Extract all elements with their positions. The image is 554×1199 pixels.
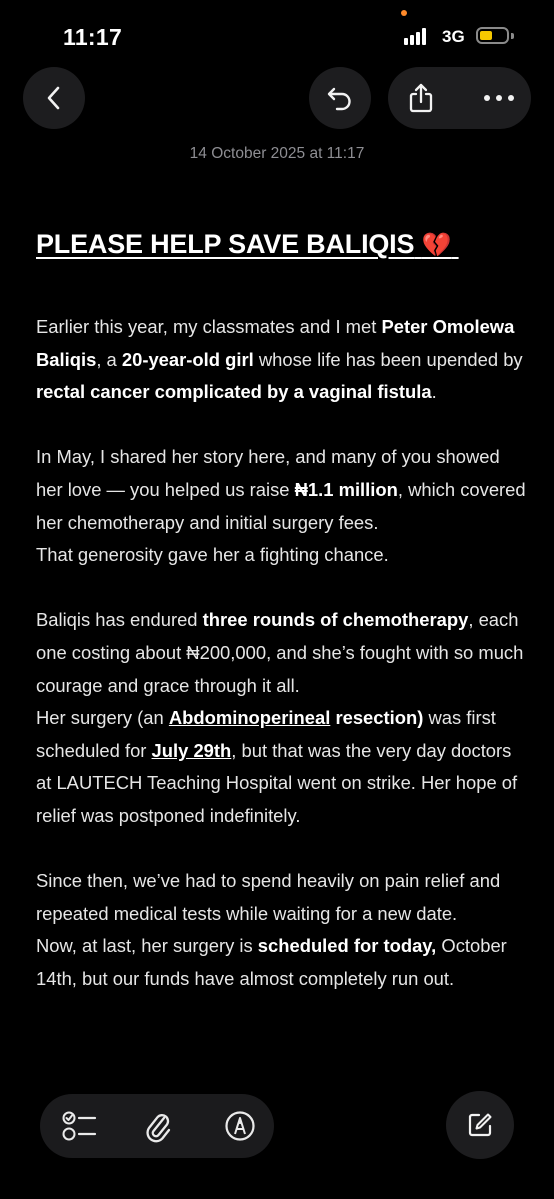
misspelled-word: Abdominoperineal xyxy=(168,707,331,729)
bottom-toolbar xyxy=(40,1094,274,1158)
checklist-button[interactable] xyxy=(50,1094,110,1158)
attach-button[interactable] xyxy=(128,1094,188,1158)
battery-icon xyxy=(476,27,509,44)
share-icon xyxy=(407,82,435,114)
markup-pen-icon xyxy=(224,1110,256,1142)
paragraph-3: Baliqis has endured three rounds of chemotherapy, each one costing about ₦200,000, and she’s fought with so much courage and grace through it all. Her surgery (an Abdominoperineal resection) was first scheduled for July 29th, but that was the very day doctors at LAUTECH Teaching Hospital went on strike. Her hope of relief was postponed indefinitely. xyxy=(36,609,524,826)
compose-button[interactable] xyxy=(446,1091,514,1159)
paperclip-icon xyxy=(144,1109,172,1143)
paragraph-4: Since then, we’ve had to spend heavily on pain relief and repeated medical tests while waiting for a new date. Now, at last, her surgery is scheduled for today, October 14th, but our funds have almost completely run out. xyxy=(36,870,507,989)
note-title-text: PLEASE HELP SAVE BALIQIS xyxy=(36,229,415,259)
paragraph-2: In May, I shared her story here, and many of you showed her love — you helped us raise ₦1.1 million, which covered her chemotherapy and initial surgery fees. That generosity gave her a fighting chance. xyxy=(36,446,526,566)
paragraph-1: Earlier this year, my classmates and I met Peter Omolewa Baliqis, a 20-year-old girl whose life has been upended by rectal cancer complicated by a vaginal fistula. xyxy=(36,316,523,403)
back-button[interactable] xyxy=(23,67,85,129)
markup-button[interactable] xyxy=(210,1094,270,1158)
share-more-group xyxy=(388,67,531,129)
compose-icon xyxy=(467,1112,493,1138)
undo-button[interactable] xyxy=(309,67,371,129)
share-button[interactable] xyxy=(388,67,454,129)
more-options-button[interactable] xyxy=(466,67,531,129)
network-type: 3G xyxy=(442,27,465,46)
ellipsis-icon xyxy=(483,94,515,102)
status-time: 11:17 xyxy=(63,24,123,50)
privacy-indicator-dot xyxy=(401,10,407,16)
checklist-icon xyxy=(62,1110,98,1142)
battery-cap xyxy=(511,33,514,39)
broken-heart-emoji: 💔 xyxy=(421,232,452,259)
status-bar xyxy=(0,0,554,60)
note-title[interactable] xyxy=(36,229,459,260)
note-date: 14 October 2025 at 11:17 xyxy=(189,145,365,162)
cellular-signal-icon xyxy=(404,28,434,45)
note-body[interactable] xyxy=(36,311,526,1028)
undo-icon xyxy=(325,83,355,113)
chevron-left-icon xyxy=(44,84,64,112)
